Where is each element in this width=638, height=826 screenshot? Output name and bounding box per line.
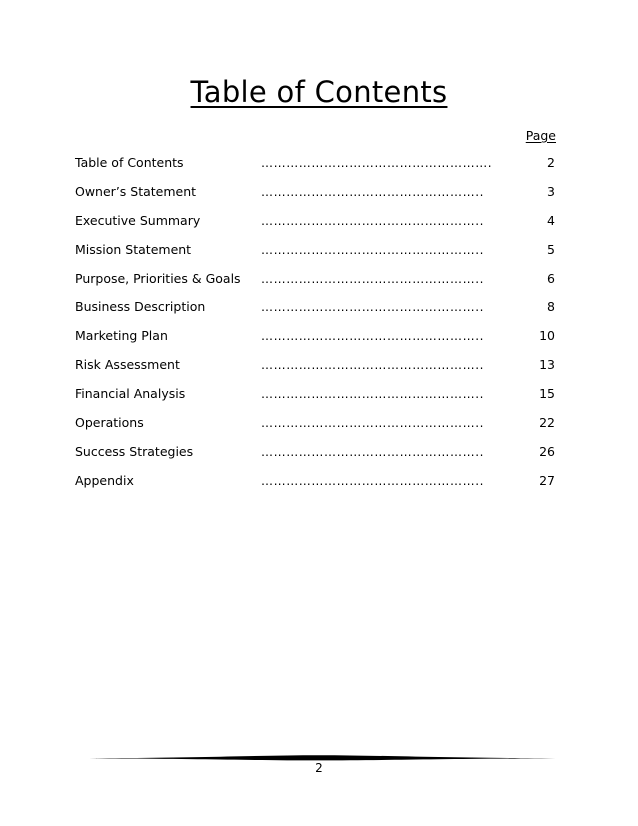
toc-entry-label: Table of Contents xyxy=(75,155,184,170)
toc-entry-leader: …………………………………………….. xyxy=(261,444,485,459)
toc-entry-leader: ………………………………………………. xyxy=(261,156,493,170)
toc-entry[interactable] xyxy=(75,296,555,325)
toc-entry[interactable] xyxy=(75,181,555,210)
toc-entry-leader: …………………………………………….. xyxy=(261,300,485,315)
toc-entry-label: Business Description xyxy=(75,299,206,315)
toc-entry-page: 26 xyxy=(539,443,555,459)
toc-entry-label: Success Strategies xyxy=(75,443,194,459)
toc-entry[interactable] xyxy=(75,354,555,383)
toc-entry-leader: …………………………………………….. xyxy=(261,416,485,431)
toc-entry-leader: …………………………………………….. xyxy=(261,358,485,373)
page-title-text: Table of Contents xyxy=(190,75,448,109)
toc-entry-leader: …………………………………………….. xyxy=(261,329,485,344)
toc-entry[interactable] xyxy=(75,152,555,181)
toc-entry-page: 22 xyxy=(539,415,555,431)
toc-entry-page: 27 xyxy=(539,472,555,488)
toc-entry[interactable] xyxy=(75,325,555,354)
toc-entry-leader: …………………………………………….. xyxy=(261,213,485,228)
toc-entry-label: Owner’s Statement xyxy=(75,183,197,199)
toc-entry[interactable] xyxy=(75,383,555,412)
toc-entry-leader: …………………………………………….. xyxy=(261,473,485,488)
toc-entry-label: Purpose, Priorities & Goals xyxy=(75,270,241,286)
toc-entry-page: 4 xyxy=(547,212,555,228)
toc-entry-label: Appendix xyxy=(75,472,134,488)
toc-entry-page: 15 xyxy=(539,386,555,402)
toc-entry-leader: …………………………………………….. xyxy=(261,271,485,286)
toc-entry-label: Operations xyxy=(75,415,144,431)
toc-entry-page: 2 xyxy=(547,155,555,170)
toc-entry[interactable] xyxy=(75,239,555,268)
toc-entry[interactable] xyxy=(75,441,555,470)
toc-entry-page: 3 xyxy=(547,183,555,199)
toc-entry-label: Financial Analysis xyxy=(75,386,186,402)
toc-entry-page: 8 xyxy=(547,299,555,315)
toc-entry-page: 6 xyxy=(547,270,555,286)
toc-entry-page: 13 xyxy=(539,357,555,373)
toc-entry-label: Mission Statement xyxy=(75,241,192,257)
footer-page-number: 2 xyxy=(315,761,323,775)
toc-entry-label: Executive Summary xyxy=(75,212,201,228)
toc-entry-page: 5 xyxy=(547,241,555,257)
toc-entry[interactable] xyxy=(75,210,555,239)
table-of-contents-list xyxy=(75,152,555,499)
toc-entry-leader: …………………………………………….. xyxy=(261,387,485,402)
toc-entry-leader: …………………………………………….. xyxy=(261,184,485,199)
toc-entry-label: Marketing Plan xyxy=(75,328,168,344)
toc-entry-label: Risk Assessment xyxy=(75,357,180,373)
toc-entry-page: 10 xyxy=(539,328,555,344)
toc-entry[interactable] xyxy=(75,470,555,499)
toc-entry[interactable] xyxy=(75,412,555,441)
toc-entry[interactable] xyxy=(75,268,555,297)
page-title xyxy=(0,72,638,112)
page-column-header: Page xyxy=(525,128,556,143)
toc-entry-leader: …………………………………………….. xyxy=(261,242,485,257)
